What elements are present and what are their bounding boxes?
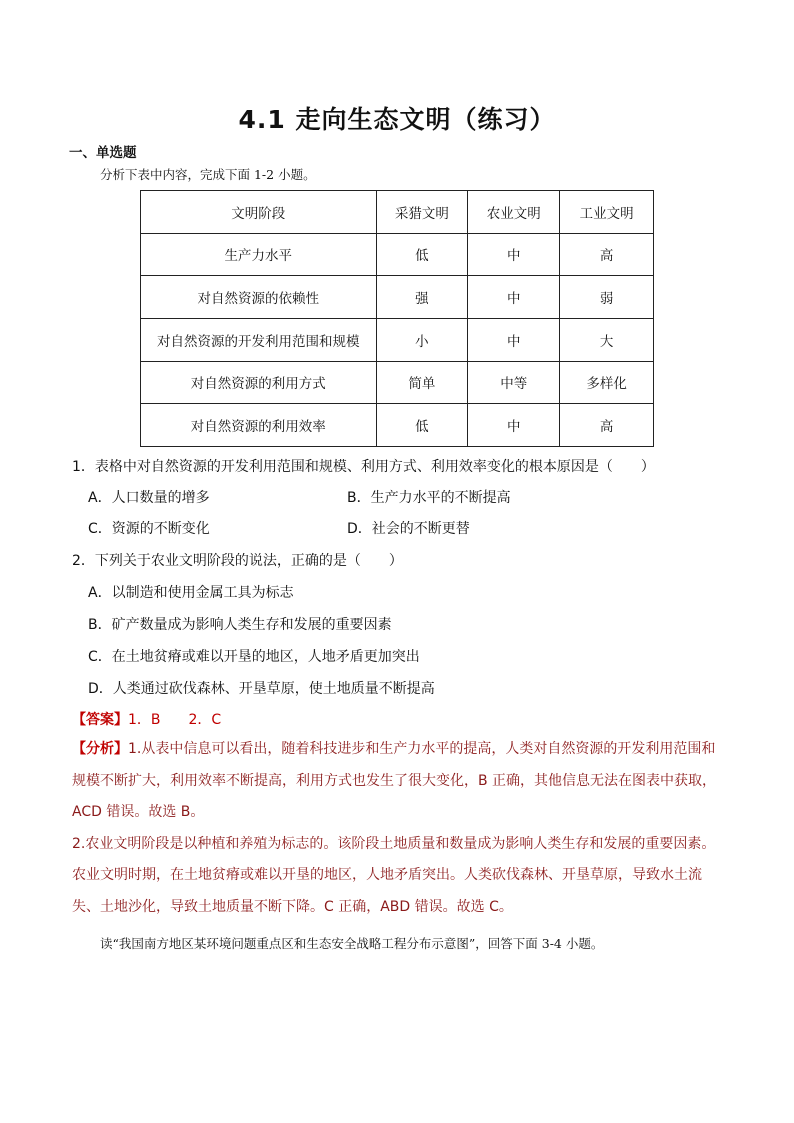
table-row xyxy=(141,318,654,361)
table-row xyxy=(141,276,654,319)
table-cell: 高 xyxy=(560,233,654,276)
analysis-block xyxy=(72,734,722,923)
answer-label: 【答案】 xyxy=(72,712,128,728)
table-cell: 对自然资源的开发利用范围和规模 xyxy=(141,318,377,361)
table-cell: 对自然资源的依赖性 xyxy=(141,276,377,319)
table-cell: 对自然资源的利用效率 xyxy=(141,404,377,447)
table-header-cell: 采猎文明 xyxy=(376,191,468,234)
table-header-cell: 农业文明 xyxy=(468,191,560,234)
analysis-paragraph-2: 2.农业文明阶段是以种植和养殖为标志的。该阶段土地质量和数量成为影响人类生存和发展的重要因素。农业文明时期，在土地贫瘠或难以开垦的地区，人地矛盾突出。人类砍伐森林、开垦草原，导致水土流失、土地沙化，导致土地质量不断下降。C 正确，ABD 错误。故选 C。 xyxy=(72,835,716,915)
table-header-cell: 文明阶段 xyxy=(141,191,377,234)
table-row xyxy=(141,361,654,404)
table-header-cell: 工业文明 xyxy=(560,191,654,234)
question-2-option-b: B．矿产数量成为影响人类生存和发展的重要因素 xyxy=(88,617,392,633)
table-cell: 强 xyxy=(376,276,468,319)
question-1-stem: 1．表格中对自然资源的开发利用范围和规模、利用方式、利用效率变化的根本原因是（ ） xyxy=(72,459,655,475)
question-2-option-d: D．人类通过砍伐森林、开垦草原，使土地质量不断提高 xyxy=(88,681,435,697)
table-cell: 生产力水平 xyxy=(141,233,377,276)
answer-line xyxy=(72,709,221,729)
intro-text-2: 读“我国南方地区某环境问题重点区和生态安全战略工程分布示意图”，回答下面 3-4 小题。 xyxy=(100,936,604,951)
analysis-text-1: 1.从表中信息可以看出，随着科技进步和生产力水平的提高，人类对自然资源的开发利用范围和规模不断扩大，利用效率不断提高，利用方式也发生了很大变化，B 正确，其他信息无法在图表中获取，ACD 错误。故选 B。 xyxy=(72,741,717,820)
question-1-option-d: D．社会的不断更替 xyxy=(347,521,470,537)
table-cell: 弱 xyxy=(560,276,654,319)
intro-text: 分析下表中内容，完成下面 1-2 小题。 xyxy=(100,167,316,182)
table-row xyxy=(141,233,654,276)
table-cell: 中 xyxy=(468,404,560,447)
question-1-option-a: A．人口数量的增多 xyxy=(88,490,210,506)
question-2-option-a: A．以制造和使用金属工具为标志 xyxy=(88,585,294,601)
table-cell: 小 xyxy=(376,318,468,361)
table-cell: 低 xyxy=(376,233,468,276)
page-title: 4.1 走向生态文明（练习） xyxy=(238,105,556,134)
table-cell: 高 xyxy=(560,404,654,447)
table-cell: 中等 xyxy=(468,361,560,404)
question-1-option-b: B．生产力水平的不断提高 xyxy=(347,490,511,506)
question-2-option-c: C．在土地贫瘠或难以开垦的地区，人地矛盾更加突出 xyxy=(88,649,420,665)
section-heading: 一、单选题 xyxy=(69,145,137,161)
data-table xyxy=(140,190,654,447)
question-2-stem: 2．下列关于农业文明阶段的说法，正确的是（ ） xyxy=(72,553,403,569)
table-cell: 大 xyxy=(560,318,654,361)
question-1-option-c: C．资源的不断变化 xyxy=(88,521,210,537)
table-cell: 中 xyxy=(468,318,560,361)
answer-text: 1．B 2．C xyxy=(128,712,222,728)
table-cell: 中 xyxy=(468,233,560,276)
table-cell: 对自然资源的利用方式 xyxy=(141,361,377,404)
analysis-label: 【分析】 xyxy=(72,741,128,757)
table-cell: 低 xyxy=(376,404,468,447)
table-cell: 多样化 xyxy=(560,361,654,404)
table-cell: 中 xyxy=(468,276,560,319)
table-header-row xyxy=(141,191,654,234)
table-cell: 简单 xyxy=(376,361,468,404)
table-row xyxy=(141,404,654,447)
analysis-paragraph-1 xyxy=(72,734,722,829)
